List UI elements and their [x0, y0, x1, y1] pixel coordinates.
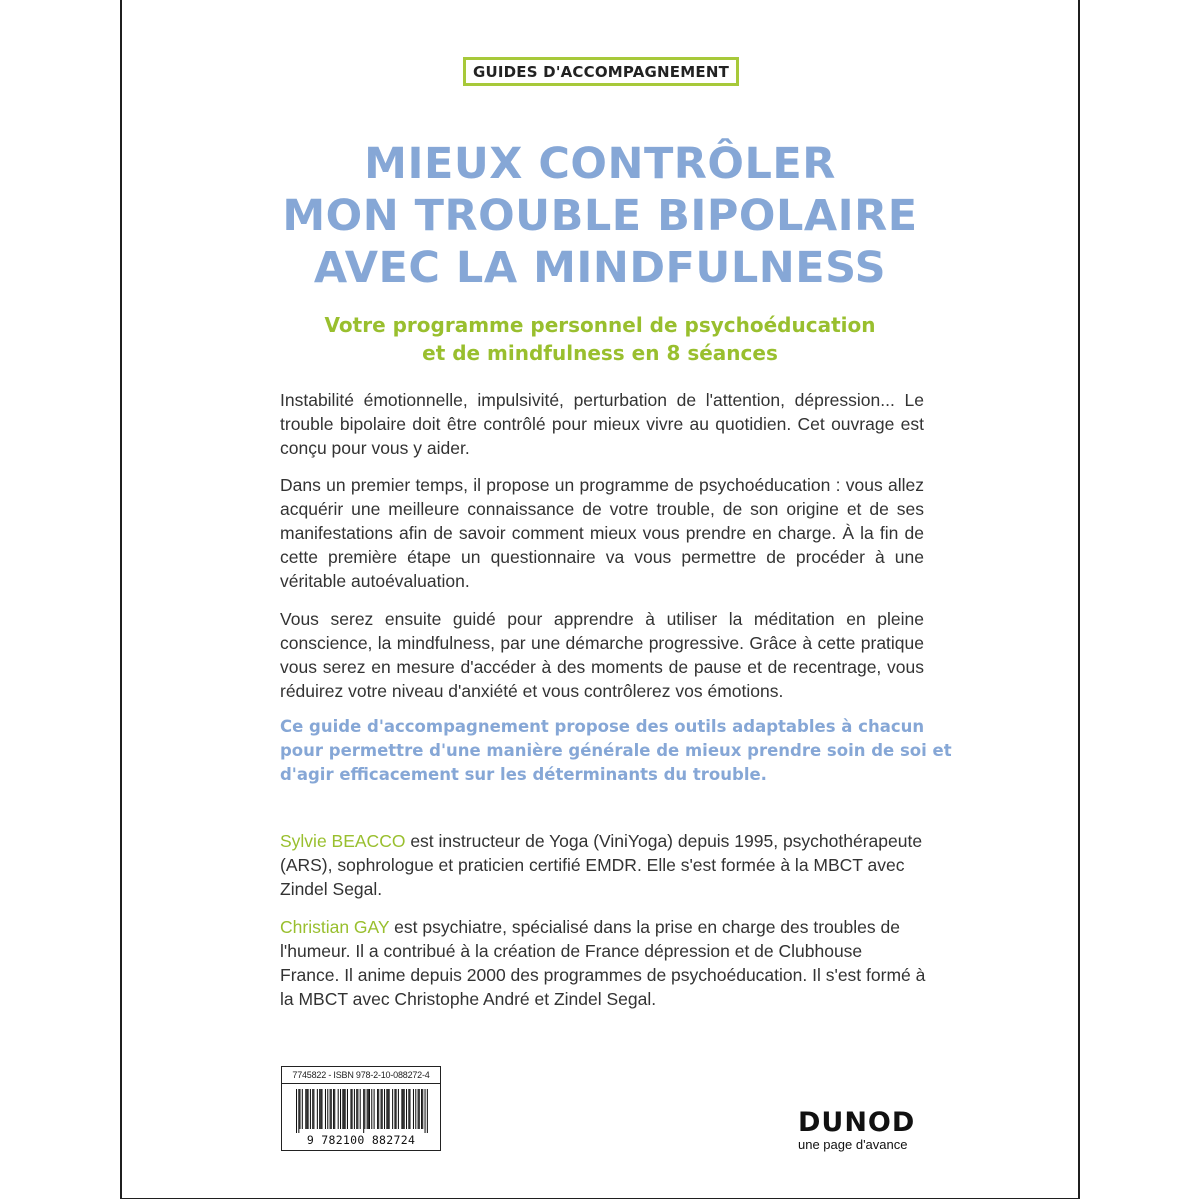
- book-subtitle: [150, 311, 1050, 367]
- barcode-bar: [422, 1089, 423, 1129]
- barcode-bar: [347, 1089, 348, 1129]
- barcode-bar: [334, 1089, 335, 1129]
- barcode-bar: [396, 1089, 397, 1129]
- barcode-bar: [306, 1089, 307, 1129]
- barcode-bar: [321, 1089, 322, 1129]
- barcode-bar: [296, 1089, 297, 1133]
- description-paragraph-2: Dans un premier temps, il propose un programme de psychoéducation : vous allez acquérir une meilleure connaissance de votre trouble, de son origine et de ses manifestations afin de savoir comment mieux vous prendre en charge. À la fin de cette première étape un questionnaire va vous permettre de procéder à une véritable autoévaluation.: [280, 475, 924, 591]
- barcode-bar: [313, 1089, 314, 1129]
- barcode-bar: [401, 1089, 402, 1129]
- book-title: [150, 138, 1050, 294]
- barcode-bar: [299, 1089, 300, 1129]
- barcode-bar: [352, 1089, 353, 1129]
- barcode-bar: [319, 1089, 320, 1129]
- publisher-block: [798, 1108, 928, 1152]
- barcode-bar: [342, 1089, 343, 1129]
- barcode-bar: [384, 1089, 385, 1129]
- barcode-bar: [310, 1089, 311, 1129]
- highlight-line: pour permettre d'une manière générale de mieux prendre soin de soi et: [280, 741, 952, 760]
- barcode-bar: [331, 1089, 332, 1129]
- publisher-tagline: une page d'avance: [798, 1137, 908, 1152]
- author-bio-text: est instructeur de Yoga (ViniYoga) depuis 1995, psychothérapeute (ARS), sophrologue et praticien certifié EMDR. Elle s'est formée à la MBCT avec Zindel Segal.: [280, 831, 923, 899]
- barcode-bar: [364, 1089, 365, 1129]
- barcode-bar: [382, 1089, 383, 1129]
- barcode-bar: [298, 1089, 299, 1133]
- barcode-bar: [378, 1089, 379, 1129]
- barcode-bar: [415, 1089, 416, 1129]
- barcode-bar: [357, 1089, 358, 1129]
- author-bio-1: [280, 829, 926, 901]
- series-badge: GUIDES D'ACCOMPAGNEMENT: [463, 57, 739, 86]
- barcode-bar: [386, 1089, 387, 1129]
- barcode-bar: [330, 1089, 331, 1129]
- barcode-bar: [413, 1089, 414, 1129]
- barcode-digits: 9 782100 882724: [306, 1133, 416, 1147]
- barcode-bar: [403, 1089, 404, 1129]
- barcode-bar: [369, 1089, 370, 1129]
- barcode-bar: [340, 1089, 341, 1129]
- barcode-bar: [389, 1089, 390, 1129]
- barcode-bar: [404, 1089, 405, 1129]
- subtitle-line: et de mindfulness en 8 séances: [422, 341, 778, 365]
- barcode-bar: [312, 1089, 313, 1129]
- isbn-label: 7745822 - ISBN 978-2-10-088272-4: [282, 1067, 440, 1084]
- barcode-bar: [350, 1089, 351, 1129]
- barcode-bar: [302, 1089, 303, 1129]
- barcode-bar: [368, 1089, 369, 1129]
- barcode-bar: [387, 1089, 388, 1129]
- author-bio-2: [280, 915, 926, 1011]
- barcode-bar: [367, 1089, 368, 1129]
- title-line: MON TROUBLE BIPOLAIRE: [282, 191, 918, 241]
- barcode-bar: [333, 1089, 334, 1129]
- barcode-bar: [308, 1089, 309, 1129]
- publisher-logo: DUNOD: [798, 1107, 916, 1138]
- barcode-bar: [408, 1089, 409, 1129]
- barcode-bar: [421, 1089, 422, 1129]
- barcode-icon: [296, 1089, 428, 1133]
- barcode-bar: [418, 1089, 419, 1129]
- barcode-bar: [360, 1089, 361, 1129]
- subtitle-line: Votre programme personnel de psychoéducation: [324, 313, 876, 337]
- barcode-bar: [325, 1089, 326, 1129]
- barcode-bar: [354, 1089, 355, 1129]
- barcode-bar: [363, 1089, 364, 1133]
- barcode-bar: [317, 1089, 318, 1129]
- barcode-bar: [398, 1089, 399, 1129]
- highlight-statement: [280, 715, 952, 787]
- barcode-bar: [377, 1089, 378, 1129]
- barcode-bar: [305, 1089, 306, 1129]
- barcode-bar: [320, 1089, 321, 1129]
- author-name: Sylvie BEACCO: [280, 831, 406, 851]
- title-line: MIEUX CONTRÔLER: [364, 139, 836, 189]
- highlight-line: d'agir efficacement sur les déterminants du trouble.: [280, 765, 767, 784]
- barcode-bar: [371, 1089, 372, 1129]
- barcode-bar: [327, 1089, 328, 1129]
- highlight-line: Ce guide d'accompagnement propose des outils adaptables à chacun: [280, 717, 925, 736]
- barcode-bar: [409, 1089, 410, 1129]
- barcode-bar: [394, 1089, 395, 1129]
- barcode-bar: [338, 1089, 339, 1129]
- author-bio-text: est psychiatre, spécialisé dans la prise en charge des troubles de l'humeur. Il a contribué à la création de France dépression et de Clubhouse France. Il anime depuis 2000 des programmes de psychoéducation. Il s'est formé à la MBCT avec Christophe André et Zindel Segal.: [280, 917, 926, 1009]
- barcode-bar: [343, 1089, 344, 1129]
- barcode-bar: [345, 1089, 346, 1129]
- description-paragraph-3: Vous serez ensuite guidé pour apprendre à utiliser la méditation en pleine conscience, la mindfulness, par une démarche progressive. Grâce à cette pratique vous serez en mesure d'accéder à des moments de pause et de recentrage, vous réduirez votre niveau d'anxiété et vous contrôlerez vos émotions.: [280, 609, 924, 701]
- barcode-bar: [419, 1089, 420, 1129]
- author-name: Christian GAY: [280, 917, 390, 937]
- barcode-bar: [425, 1089, 426, 1133]
- barcode-bar: [406, 1089, 407, 1129]
- barcode-bar: [392, 1089, 393, 1129]
- barcode-bar: [381, 1089, 382, 1129]
- isbn-barcode-box: [281, 1066, 441, 1151]
- description-paragraph-1: Instabilité émotionnelle, impulsivité, perturbation de l'attention, dépression... Le trouble bipolaire doit être contrôlé pour mieux vivre au quotidien. Cet ouvrage est conçu pour vous y aider.: [280, 390, 924, 458]
- barcode-bar: [356, 1089, 357, 1129]
- title-line: AVEC LA MINDFULNESS: [313, 243, 887, 293]
- barcode-bar: [374, 1089, 375, 1129]
- barcode-bar: [427, 1089, 428, 1133]
